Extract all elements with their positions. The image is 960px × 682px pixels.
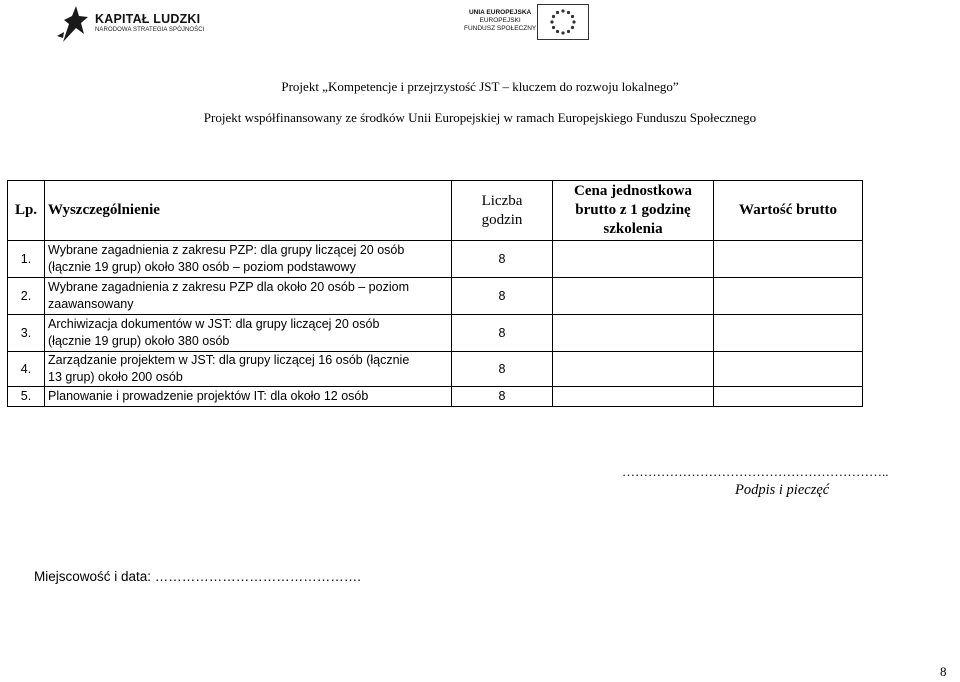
col-unit-price-label: Cena jednostkowa brutto z 1 godzinę szkolenia [574, 183, 692, 237]
row-lp: 1. [8, 241, 45, 278]
row-description-line1: Wybrane zagadnienia z zakresu PZP: dla grupy liczącej 20 osób [48, 243, 405, 257]
row-gross-value [714, 352, 863, 387]
row-description [45, 278, 452, 315]
col-lp: Lp. [8, 181, 45, 241]
row-hours: 8 [452, 387, 553, 407]
row-description-line1: Zarządzanie projektem w JST: dla grupy liczącej 16 osób (łącznie [48, 353, 410, 367]
eu-label-line1: UNIA EUROPEJSKA [468, 9, 532, 16]
col-unit-price [553, 181, 714, 241]
row-hours: 8 [452, 241, 553, 278]
row-description [45, 241, 452, 278]
page-number: 8 [940, 664, 947, 679]
col-gross-value: Wartość brutto [714, 181, 863, 241]
row-gross-value [714, 315, 863, 352]
row-description [45, 352, 452, 387]
eu-label-line3: FUNDUSZ SPOŁECZNY [464, 25, 537, 32]
project-funding-note: Projekt współfinansowany ze środków Unii Europejskiej w ramach Europejskiego Funduszu Społecznego [203, 110, 757, 125]
row-description-line2: zaawansowany [48, 297, 134, 311]
row-unit-price [553, 278, 714, 315]
row-hours: 8 [452, 352, 553, 387]
eu-flag-icon [537, 4, 589, 40]
eu-label-line2: EUROPEJSKI [479, 17, 521, 24]
row-unit-price [553, 315, 714, 352]
table-header-row [8, 181, 863, 241]
row-gross-value [714, 387, 863, 407]
row-unit-price [553, 352, 714, 387]
row-description-line1: Wybrane zagadnienia z zakresu PZP dla około 20 osób – poziom [48, 280, 409, 294]
table-row [8, 278, 863, 315]
project-title: Projekt „Kompetencje i przejrzystość JST – kluczem do rozwoju lokalnego” [281, 79, 679, 94]
row-gross-value [714, 278, 863, 315]
col-description: Wyszczególnienie [45, 181, 452, 241]
signature-line: …………………………………………………….. [622, 464, 889, 479]
row-unit-price [553, 387, 714, 407]
table-row [8, 315, 863, 352]
kapital-ludzki-title: KAPITAŁ LUDZKI [95, 12, 201, 26]
eu-label [464, 9, 536, 33]
kapital-ludzki-subtitle: NARODOWA STRATEGIA SPÓJNOŚCI [95, 27, 205, 33]
row-lp: 3. [8, 315, 45, 352]
col-hours-label: Liczba godzin [481, 192, 523, 228]
price-table [7, 180, 863, 407]
row-lp: 2. [8, 278, 45, 315]
row-description-line2: (łącznie 19 grup) około 380 osób – poziom podstawowy [48, 260, 356, 274]
col-hours [452, 181, 553, 241]
place-and-date: Miejscowość i data: ………………………………………. [34, 569, 362, 584]
row-unit-price [553, 241, 714, 278]
row-hours: 8 [452, 315, 553, 352]
table-row [8, 241, 863, 278]
row-description: Planowanie i prowadzenie projektów IT: dla około 12 osób [45, 387, 452, 407]
row-description-line2: 13 grup) około 200 osób [48, 370, 183, 384]
row-gross-value [714, 241, 863, 278]
table-row [8, 352, 863, 387]
row-description [45, 315, 452, 352]
row-lp: 5. [8, 387, 45, 407]
row-description-line2: (łącznie 19 grup) około 380 osób [48, 334, 230, 348]
row-hours: 8 [452, 278, 553, 315]
signature-label: Podpis i pieczęć [735, 482, 830, 498]
row-description-line1: Archiwizacja dokumentów w JST: dla grupy liczącej 20 osób [48, 317, 380, 331]
table-row [8, 387, 863, 407]
row-lp: 4. [8, 352, 45, 387]
